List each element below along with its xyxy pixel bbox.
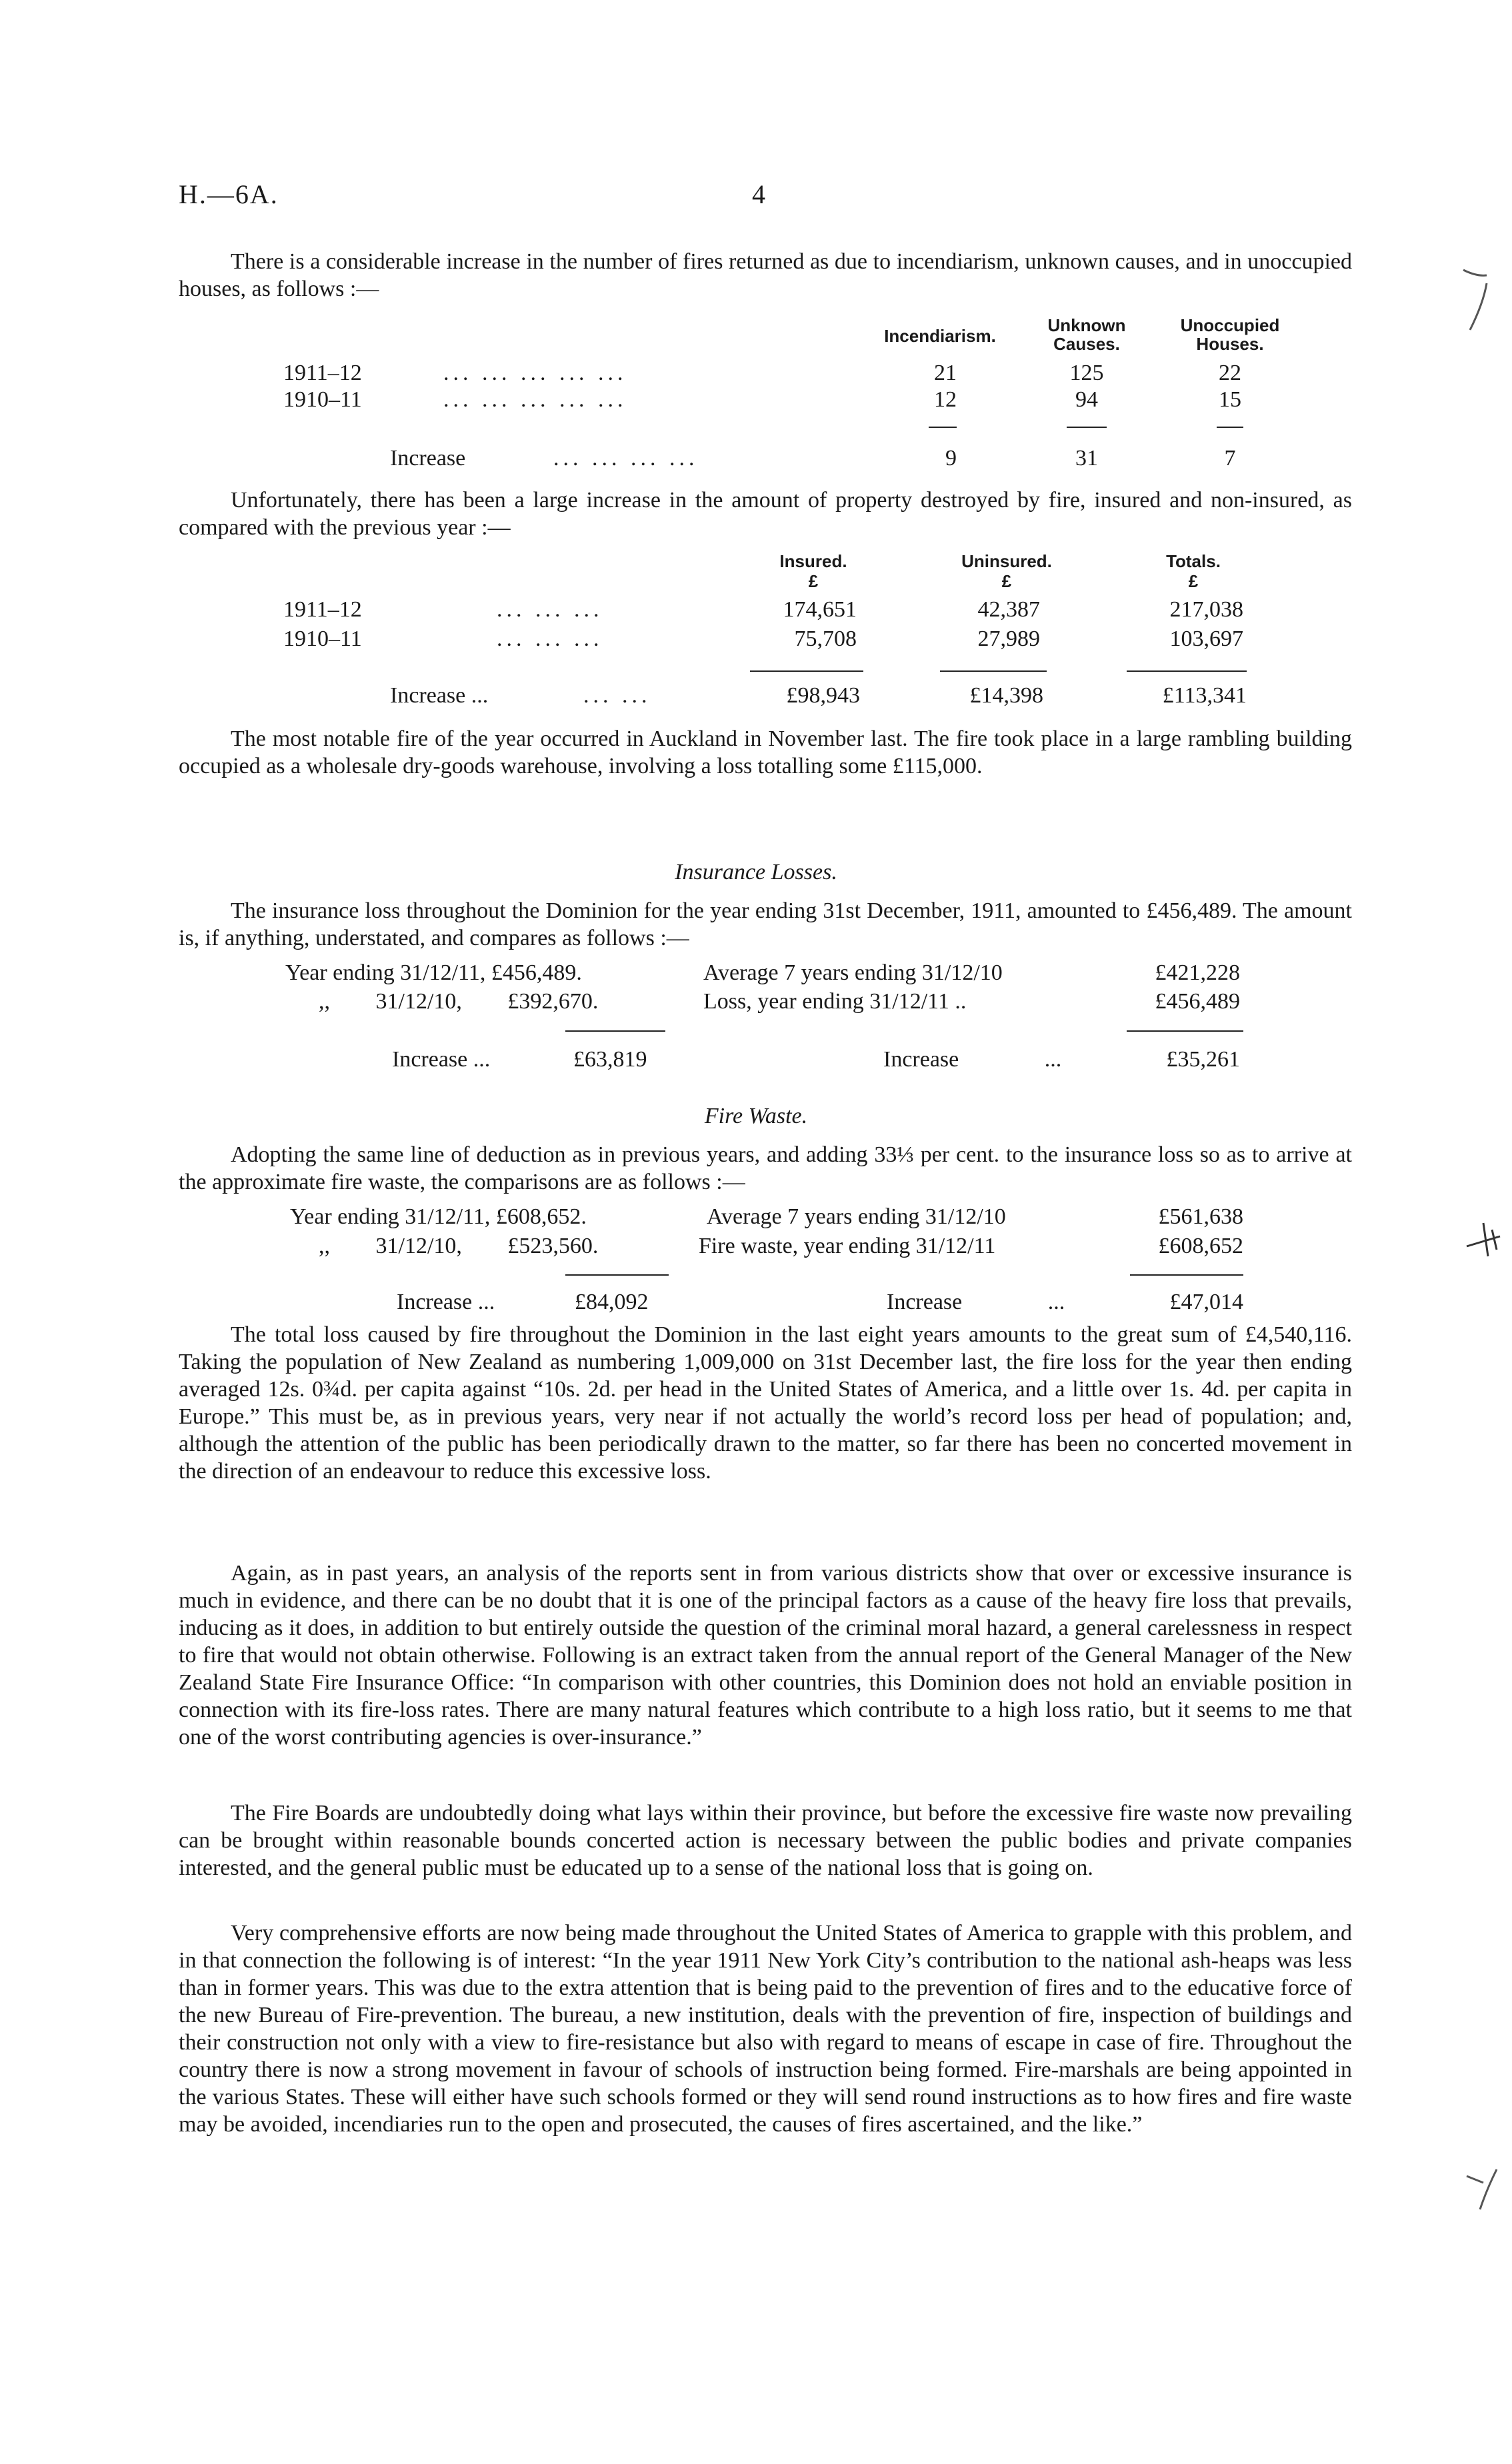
increase-value: £14,398 (969, 683, 1043, 708)
sum-rule (929, 427, 957, 428)
paragraph-insurance-loss: The insurance loss throughout the Dominion for the year ending 31st December, 1911, amounted to £456,489. The amount is, if anything, understated, and compares as follows :— (179, 898, 1352, 950)
paragraph-incendiarism: There is a considerable increase in the number of fires returned as due to incendiarism, unknown causes, and in unoccupied houses, as follows :— (179, 249, 1352, 301)
margin-bracket-mark (1463, 2163, 1503, 2216)
table-cell: 125 (1069, 361, 1104, 385)
sum-rule (750, 670, 863, 672)
increase-label: Increase ... (883, 1047, 1062, 1072)
increase-label: Increase ... (397, 1290, 495, 1314)
table-row-label: 1911–12 (283, 361, 362, 385)
comparison-right-value: £421,228 (1155, 960, 1240, 985)
margin-bracket-mark (1457, 263, 1497, 343)
page-number: 4 (752, 179, 767, 209)
leader-dots: ... ... ... ... ... (443, 361, 627, 385)
document-code: H.—6A. (179, 179, 279, 209)
table-cell: 15 (1219, 387, 1241, 412)
comparison-right-value: £608,652 (1158, 1234, 1243, 1258)
table-cell: 42,387 (977, 597, 1040, 622)
table-cell: 12 (934, 387, 957, 412)
col-header-unoccupied: Unoccupied Houses. (1180, 315, 1280, 354)
sum-rule (1217, 427, 1243, 428)
increase-label: Increase ... (390, 683, 489, 708)
increase-value: 9 (945, 446, 957, 471)
comparison-left-row: ,, 31/12/10, £523,560. (319, 1234, 599, 1258)
increase-value: £98,943 (786, 683, 860, 708)
col-header-unknown: Unknown Causes. (1047, 315, 1126, 354)
increase-value: £113,341 (1162, 683, 1247, 708)
sum-rule (565, 1030, 665, 1032)
paragraph-property-destroyed: Unfortunately, there has been a large increase in the amount of property destroyed by fire, insured and non-insured, as compared with the previous year :— (179, 488, 1352, 540)
increase-label: Increase (390, 446, 466, 471)
increase-label: Increase ... (887, 1290, 1065, 1314)
increase-value: 31 (1075, 446, 1098, 471)
margin-cross-mark (1460, 1216, 1507, 1263)
leader-dots: ... ... ... ... ... (443, 387, 627, 412)
comparison-right-value: £456,489 (1155, 989, 1240, 1014)
increase-value: £63,819 (573, 1047, 647, 1072)
col-header-totals: Totals. (1166, 551, 1221, 571)
table-row-label: 1911–12 (283, 597, 362, 622)
leader-dots: ... ... ... (497, 626, 603, 651)
sum-rule (565, 1274, 669, 1276)
paragraph-fire-boards: The Fire Boards are undoubtedly doing what lays within their province, but before the excessive fire waste now prevailing can be brought within reasonable bounds concerted action is necessary between the public bodies and private companies interested, and the general public must be educated up to a sense of the national loss that is going on. (179, 1801, 1352, 1880)
paragraph-auckland-fire: The most notable fire of the year occurred in Auckland in November last. The fire took place in a large rambling building occupied as a wholesale dry-goods warehouse, involving a loss totalling some £115,000. (179, 726, 1352, 778)
table-row-label: 1910–11 (283, 387, 362, 412)
increase-label: Increase ... (392, 1047, 491, 1072)
leader-dots: ... ... ... (497, 597, 603, 622)
unit-pound: £ (1188, 571, 1199, 591)
comparison-right-value: £561,638 (1158, 1204, 1243, 1229)
comparison-right-label: Loss, year ending 31/12/11 .. (703, 989, 967, 1014)
sum-rule (1130, 1274, 1243, 1276)
table-cell: 103,697 (1169, 626, 1243, 651)
sum-rule (1127, 1030, 1243, 1032)
table-cell: 94 (1075, 387, 1098, 412)
table-cell: 21 (934, 361, 957, 385)
sum-rule (1127, 670, 1247, 672)
section-heading-insurance-losses: Insurance Losses. (675, 860, 837, 884)
comparison-right-label: Fire waste, year ending 31/12/11 (699, 1234, 996, 1258)
increase-value: 7 (1224, 446, 1236, 471)
table-cell: 22 (1219, 361, 1241, 385)
col-header-incendiarism: Incendiarism. (884, 326, 996, 346)
comparison-right-label: Average 7 years ending 31/12/10 (707, 1204, 1006, 1229)
table-row-label: 1910–11 (283, 626, 362, 651)
comparison-right-label: Average 7 years ending 31/12/10 (703, 960, 1003, 985)
paragraph-fire-waste-deduction: Adopting the same line of deduction as in previous years, and adding 33⅓ per cent. to the insurance loss so as to arrive at the approximate fire waste, the comparisons are as follows :— (179, 1142, 1352, 1194)
unit-pound: £ (808, 571, 819, 591)
increase-value: £35,261 (1166, 1047, 1240, 1072)
leader-dots: ... ... (583, 683, 651, 708)
comparison-left-row: Year ending 31/12/11, £608,652. (290, 1204, 587, 1229)
sum-rule (1067, 427, 1107, 428)
table-cell: 174,651 (783, 597, 857, 622)
sum-rule (940, 670, 1047, 672)
section-heading-fire-waste: Fire Waste. (704, 1104, 808, 1128)
paragraph-total-loss: The total loss caused by fire throughout the Dominion in the last eight years amounts to the great sum of £4,540,116. Taking the population of New Zealand as numbering 1,009,000 on 31st December last, the fire loss for the year then ending averaged 12s. 0¾d. per capita against “10s. 2d. per head in the United States of America, and a little over 1s. 4d. per capita in Europe.” This must be, as in previous years, very near if not actually the world’s record loss per head of population; and, although the attention of the public has been periodically drawn to the matter, so far there has been no concerted movement in the direction of an endeavour to reduce this excessive loss. (179, 1322, 1352, 1484)
paragraph-over-insurance: Again, as in past years, an analysis of the reports sent in from various districts show that over or excessive insurance is much in evidence, and there can be no doubt that it is one of the principal factors as a cause of the heavy fire loss that prevails, inducing as it does, in addition to but entirely outside the question of the criminal moral hazard, a general carelessness in respect to fire that would not obtain otherwise. Following is an extract taken from the annual report of the General Manager of the New Zealand State Fire Insurance Office: “In comparison with other countries, this Dominion does not hold an enviable position in connection with its fire-loss rates. There are many natural features which contribute to a high loss ratio, but it seems to me that one of the worst contributing agencies is over-insurance.” (179, 1561, 1352, 1750)
table-cell: 75,708 (794, 626, 857, 651)
table-cell: 27,989 (977, 626, 1040, 651)
comparison-left-row: ,, 31/12/10, £392,670. (319, 989, 599, 1014)
increase-value: £84,092 (575, 1290, 649, 1314)
unit-pound: £ (1001, 571, 1012, 591)
table-cell: 217,038 (1169, 597, 1243, 622)
increase-value: £47,014 (1169, 1290, 1243, 1314)
col-header-uninsured: Uninsured. (961, 551, 1052, 571)
col-header-insured: Insured. (779, 551, 847, 571)
leader-dots: ... ... ... ... (553, 446, 699, 471)
comparison-left-row: Year ending 31/12/11, £456,489. (285, 960, 582, 985)
paragraph-united-states-efforts: Very comprehensive efforts are now being made throughout the United States of America to grapple with this problem, and in that connection the following is of interest: “In the year 1911 New York City’s contribution to the national ash-heaps was less than in former years. This was due to the extra attention that is being paid to the prevention of fires and to the educative force of the new Bureau of Fire-prevention. The bureau, a new institution, deals with the prevention of fire, inspection of buildings and their construction not only with a view to fire-resistance but also with regard to means of escape in case of fire. Throughout the country there is now a strong movement in favour of schools of instruction being formed. Fire-marshals are being appointed in the various States. These will either have such schools formed or they will send round instructions as to how fires and fire waste may be avoided, incendiaries run to the open and prosecuted, the causes of fires ascertained, and the like.” (179, 1921, 1352, 2137)
